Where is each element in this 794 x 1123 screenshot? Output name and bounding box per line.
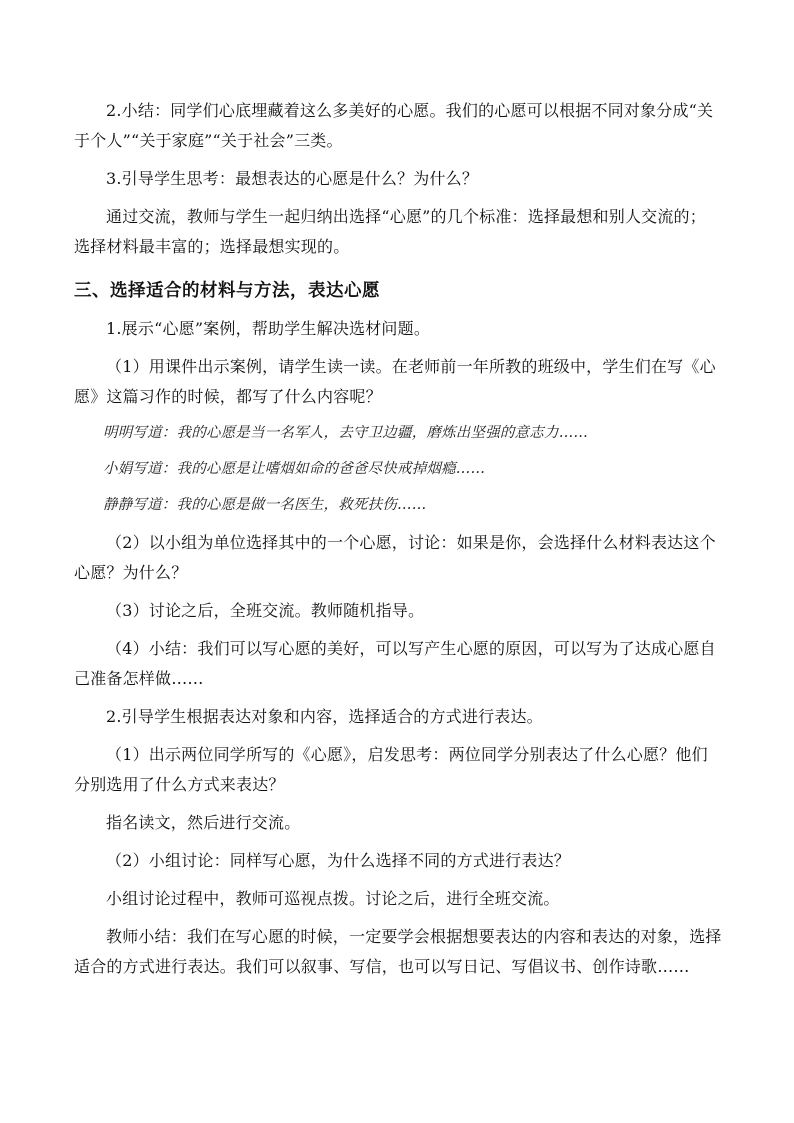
paragraph-teacher-summary: 教师小结：我们在写心愿的时候，一定要学会根据想要表达的内容和表达的对象，选择适合的方式进行表达。我们可以叙事、写信，也可以写日记、写倡议书、创作诗歌……	[74, 927, 722, 976]
paragraph-group-discussion-methods: （2）小组讨论：同样写心愿，为什么选择不同的方式进行表达？	[106, 851, 570, 870]
paragraph-guide-expression: 2.引导学生根据表达对象和内容，选择适合的方式进行表达。	[106, 707, 543, 726]
paragraph-show-two-essays: （1）出示两位同学所写的《心愿》，启发思考：两位同学分别表达了什么心愿？他们分别选用了什么方式来表达？	[74, 745, 708, 794]
paragraph-guide-thinking: 3.引导学生思考：最想表达的心愿是什么？为什么？	[106, 169, 479, 188]
paragraph-step-1-read-cases: （1）用课件出示案例，请学生读一读。在老师前一年所教的班级中，学生们在写《心愿》这篇习作的时候，都写了什么内容呢？	[74, 357, 716, 406]
paragraph-read-and-exchange: 指名读文，然后进行交流。	[106, 813, 301, 832]
section-heading-three: 三、选择适合的材料与方法，表达心愿	[74, 281, 380, 301]
document-body	[74, 96, 722, 982]
paragraph-step-2-group-discussion: （2）以小组为单位选择其中的一个心愿，讨论：如果是你，会选择什么材料表达这个心愿？为什么？	[74, 533, 716, 582]
paragraph-selection-criteria: 通过交流，教师与学生一起归纳出选择“心愿”的几个标准：选择最想和别人交流的；选择材料最丰富的；选择最想实现的。	[74, 207, 706, 256]
paragraph-summary-categories: 2.小结：同学们心底埋藏着这么多美好的心愿。我们的心愿可以根据不同对象分成“关于个人”“关于家庭”“关于社会”三类。	[74, 101, 714, 150]
paragraph-show-cases: 1.展示“心愿”案例，帮助学生解决选材问题。	[106, 319, 431, 338]
example-jingjing: 静静写道：我的心愿是做一名医生，救死扶伤……	[103, 497, 427, 513]
paragraph-step-3-class-exchange: （3）讨论之后，全班交流。教师随机指导。	[106, 601, 425, 620]
example-xiaojuan: 小娟写道：我的心愿是让嗜烟如命的爸爸尽快戒掉烟瘾……	[103, 461, 486, 477]
example-mingming: 明明写道：我的心愿是当一名军人，去守卫边疆，磨炼出坚强的意志力……	[103, 425, 589, 441]
paragraph-teacher-guidance: 小组讨论过程中，教师可巡视点拨。讨论之后，进行全班交流。	[106, 889, 560, 908]
paragraph-step-4-summary: （4）小结：我们可以写心愿的美好，可以写产生心愿的原因，可以写为了达成心愿自己准备怎样做……	[74, 639, 716, 688]
